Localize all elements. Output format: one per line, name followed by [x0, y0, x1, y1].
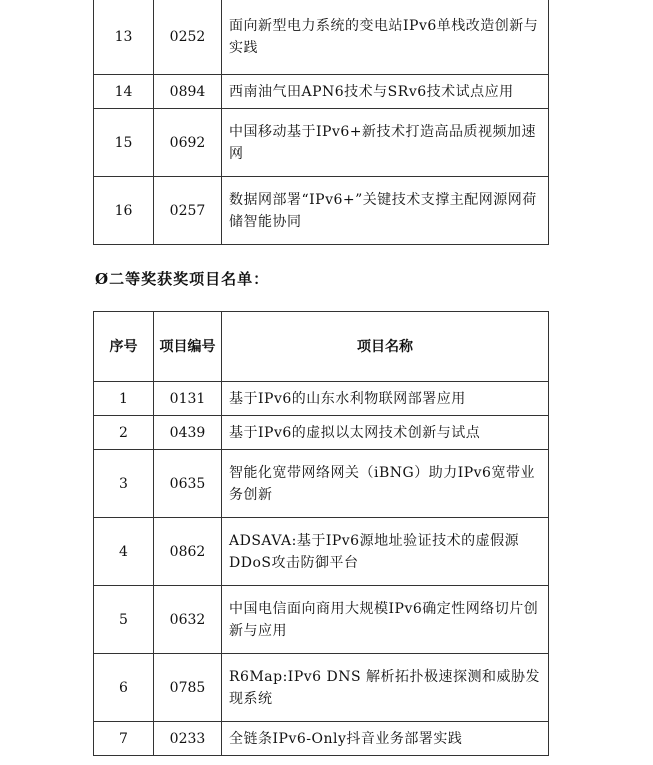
- row-number: 6: [94, 654, 154, 722]
- project-name: 中国移动基于IPv6+新技术打造高品质视频加速网: [222, 109, 549, 177]
- table-row: [94, 722, 549, 756]
- project-code: 0692: [154, 109, 222, 177]
- project-name: 中国电信面向商用大规模IPv6确定性网络切片创新与应用: [222, 586, 549, 654]
- table-row: [94, 450, 549, 518]
- row-number: 2: [94, 416, 154, 450]
- row-number: 7: [94, 722, 154, 756]
- table-row: [94, 654, 549, 722]
- row-number: 13: [94, 0, 154, 75]
- header-name: 项目名称: [222, 312, 549, 382]
- row-number: 14: [94, 75, 154, 109]
- table-header-row: [94, 312, 549, 382]
- project-code: 0894: [154, 75, 222, 109]
- table-row: [94, 518, 549, 586]
- project-name: R6Map:IPv6 DNS 解析拓扑极速探测和威胁发现系统: [222, 654, 549, 722]
- project-code: 0252: [154, 0, 222, 75]
- row-number: 15: [94, 109, 154, 177]
- table-row: [94, 586, 549, 654]
- table-row: [94, 109, 549, 177]
- table-row: [94, 416, 549, 450]
- project-name: 全链条IPv6-Only抖音业务部署实践: [222, 722, 549, 756]
- table-row: [94, 0, 549, 75]
- table-row: [94, 382, 549, 416]
- second-prize-table: [93, 311, 549, 756]
- row-number: 3: [94, 450, 154, 518]
- project-code: 0257: [154, 177, 222, 245]
- project-code: 0635: [154, 450, 222, 518]
- project-code: 0785: [154, 654, 222, 722]
- project-name: 西南油气田APN6技术与SRv6技术试点应用: [222, 75, 549, 109]
- project-name: 智能化宽带网络网关（iBNG）助力IPv6宽带业务创新: [222, 450, 549, 518]
- section-heading: Ø二等奖获奖项目名单：: [95, 270, 270, 288]
- project-name: 面向新型电力系统的变电站IPv6单栈改造创新与实践: [222, 0, 549, 75]
- row-number: 16: [94, 177, 154, 245]
- project-code: 0632: [154, 586, 222, 654]
- header-number: 序号: [94, 312, 154, 382]
- project-name: ADSAVA:基于IPv6源地址验证技术的虚假源DDoS攻击防御平台: [222, 518, 549, 586]
- table-row: [94, 75, 549, 109]
- project-code: 0862: [154, 518, 222, 586]
- project-name: 基于IPv6的山东水利物联网部署应用: [222, 382, 549, 416]
- table-row: [94, 177, 549, 245]
- project-name: 基于IPv6的虚拟以太网技术创新与试点: [222, 416, 549, 450]
- row-number: 5: [94, 586, 154, 654]
- row-number: 4: [94, 518, 154, 586]
- project-code: 0439: [154, 416, 222, 450]
- award-table-continued: [93, 0, 549, 245]
- project-code: 0233: [154, 722, 222, 756]
- row-number: 1: [94, 382, 154, 416]
- header-code: 项目编号: [154, 312, 222, 382]
- project-code: 0131: [154, 382, 222, 416]
- project-name: 数据网部署“IPv6+”关键技术支撑主配网源网荷储智能协同: [222, 177, 549, 245]
